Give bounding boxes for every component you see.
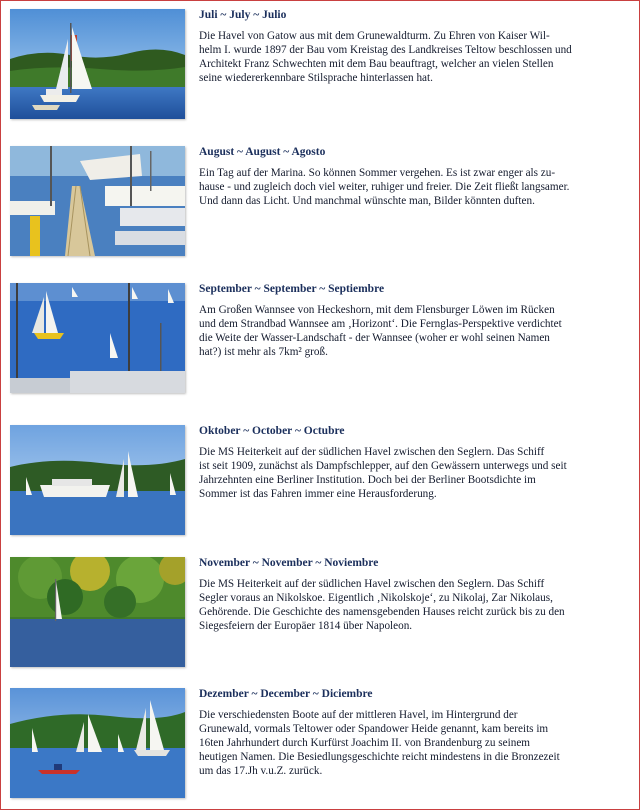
- entry-description: Am Großen Wannsee von Heckeshorn, mit dem Flensburger Löwen im Rücken und dem Strandbad Wannsee am ‚Horizont‘. Die Fernglas-Perspektive verdichtet die Weite der Wasser-Landschaft - der Wannsee (woher er wohl seinen Namen hat?) ist mehr als 7km² groß.: [199, 304, 562, 358]
- photo-september-wannsee: [10, 283, 185, 393]
- photo-october-ms-heiterkeit: [10, 425, 185, 535]
- photo-august-marina: [10, 146, 185, 256]
- photo-december-mittlere-havel: [10, 688, 185, 798]
- entry-description: Die MS Heiterkeit auf der südlichen Havel zwischen den Seglern. Das Schiff ist seit 1909, zunächst als Dampfschlepper, auf den Gewässern unterwegs und seit Jahrzehnten eine Berliner Institution. Doch bei der Berliner Bootsdichte im Sommer ist das Fahren immer eine Herausforderung.: [199, 446, 567, 500]
- entry-description: Die verschiedensten Boote auf der mittleren Havel, im Hintergrund der Grunewald, vormals Teltower oder Spandower Heide genannt, kam bereits im 16ten Jahrhundert durch Kurfürst Joachim II. von Brandenburg zu seinem heutigen Namen. Die Besiedlungsgeschichte reicht mindestens in die Bronzezeit um das 17.Jh v.u.Z. zurück.: [199, 709, 560, 777]
- entry-description: Die MS Heiterkeit auf der südlichen Havel zwischen den Seglern. Das Schiff Segler voraus an Nikolskoe. Eigentlich ‚Nikolskoje‘, zu Nikolaj, Zar Nikolaus, Gehörende. Die Geschichte des namensgebenden Hauses reicht zurück bis zu den Siegesfeiern der Europäer 1814 über Napoleon.: [199, 578, 565, 632]
- month-heading: Dezember ~ December ~ Diciembre: [199, 688, 373, 700]
- month-heading: August ~ August ~ Agosto: [199, 146, 326, 158]
- month-heading: November ~ November ~ Noviembre: [199, 557, 379, 569]
- entry-description: Ein Tag auf der Marina. So können Sommer vergehen. Es ist zwar enger als zu- hause - und zugleich doch viel weiter, ruhiger und freier. Die Zeit fließt langsamer. Und dann das Licht. Und manchmal wünschte man, Bilder könnten duften.: [199, 167, 570, 207]
- month-heading: Juli ~ July ~ Julio: [199, 9, 287, 21]
- photo-november-nikolskoe: [10, 557, 185, 667]
- entry-description: Die Havel von Gatow aus mit dem Grunewaldturm. Zu Ehren von Kaiser Wil- helm I. wurde 1897 der Bau vom Kreistag des Landkreises Teltow beschlossen und Architekt Franz Schwechten mit dem Bau beauftragt, welcher an vielen Stellen seine wiedererkennbare Stilsprache hinterlassen hat.: [199, 30, 572, 84]
- month-heading: Oktober ~ October ~ Octubre: [199, 425, 345, 437]
- photo-july-havel-gatow: [10, 9, 185, 119]
- month-heading: September ~ September ~ Septiembre: [199, 283, 385, 295]
